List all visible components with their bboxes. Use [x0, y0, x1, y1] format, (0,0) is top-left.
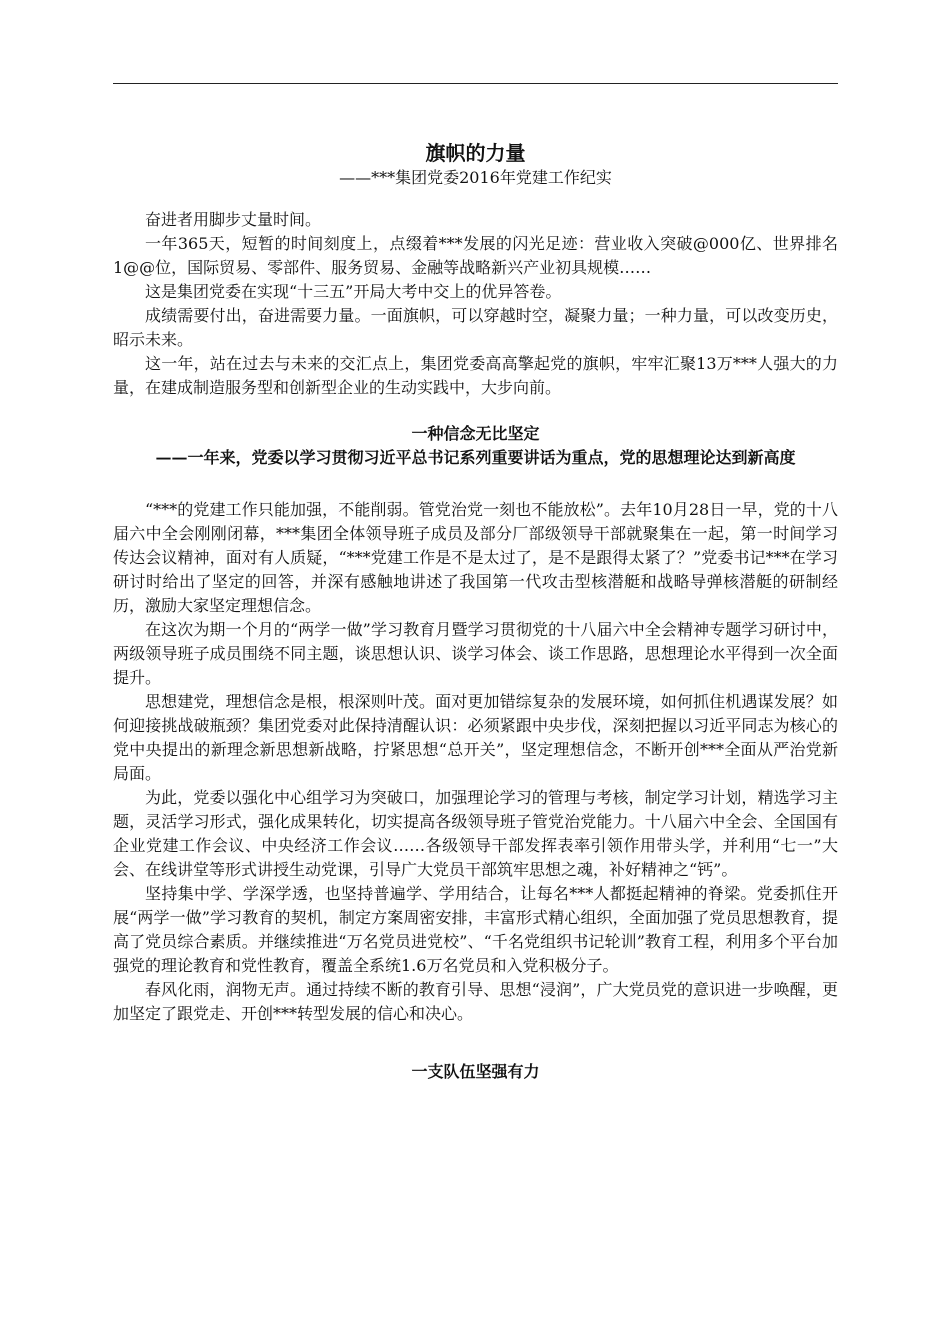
section-subheading: ——一年来，党委以学习贯彻习近平总书记系列重要讲话为重点，党的思想理论达到新高度 [155, 448, 796, 467]
section-paragraph: “***的党建工作只能加强，不能削弱。管党治党一刻也不能放松”。去年10月28日一早，党的十八届六中全会刚刚闭幕，***集团全体领导班子成员及部分厂部级领导干部就聚集在一起，第一时间学习传达会议精神，面对有人质疑，“***党建工作是不是太过了，是不是跟得太紧了？”党委书记***在学习研讨时给出了坚定的回答，并深有感触地讲述了我国第一代攻击型核潜艇和战略导弹核潜艇的研制经历，激励大家坚定理想信念。 [113, 500, 838, 615]
section-paragraph: 春风化雨，润物无声。通过持续不断的教育引导、思想“浸润”，广大党员党的意识进一步唤醒，更加坚定了跟党走、开创***转型发展的信心和决心。 [113, 980, 838, 1023]
document-subtitle: ——***集团党委2016年党建工作纪实 [339, 168, 612, 187]
section-paragraph: 坚持集中学、学深学透，也坚持普遍学、学用结合，让每名***人都挺起精神的脊梁。党委抓住开展“两学一做”学习教育的契机，制定方案周密安排，丰富形式精心组织，全面加强了党员思想教育，提高了党员综合素质。并继续推进“万名党员进党校”、“千名党组织书记轮训”教育工程，利用多个平台加强党的理论教育和党性教育，覆盖全系统1.6万名党员和入党积极分子。 [113, 884, 838, 975]
document-body [113, 140, 838, 1084]
intro-paragraph: 这是集团党委在实现“十三五”开局大考中交上的优异答卷。 [145, 282, 562, 301]
intro-paragraph: 成绩需要付出，奋进需要力量。一面旗帜，可以穿越时空，凝聚力量；一种力量，可以改变历史，昭示未来。 [113, 306, 838, 349]
intro-paragraph: 一年365天，短暂的时间刻度上，点缀着***发展的闪光足迹：营业收入突破@000亿、世界排名1@@位，国际贸易、零部件、服务贸易、金融等战略新兴产业初具规模…… [113, 234, 838, 277]
document-title: 旗帜的力量 [425, 141, 526, 165]
intro-paragraph: 奋进者用脚步丈量时间。 [145, 210, 322, 229]
section-paragraph: 为此，党委以强化中心组学习为突破口，加强理论学习的管理与考核，制定学习计划，精选学习主题，灵活学习形式，强化成果转化，切实提高各级领导班子管党治党能力。十八届六中全会、全国国有企业党建工作会议、中央经济工作会议……各级领导干部发挥表率引领作用带头学，并利用“七一”大会、在线讲堂等形式讲授生动党课，引导广大党员干部筑牢思想之魂，补好精神之“钙”。 [113, 788, 838, 879]
section-paragraph: 思想建党，理想信念是根，根深则叶茂。面对更加错综复杂的发展环境，如何抓住机遇谋发展？如何迎接挑战破瓶颈？集团党委对此保持清醒认识：必须紧跟中央步伐，深刻把握以习近平同志为核心的党中央提出的新理念新思想新战略，拧紧思想“总开关”，坚定理想信念，不断开创***全面从严治党新局面。 [113, 692, 838, 783]
section-heading: 一种信念无比坚定 [411, 424, 540, 443]
section-paragraph: 在这次为期一个月的“两学一做”学习教育月暨学习贯彻党的十八届六中全会精神专题学习研讨中，两级领导班子成员围绕不同主题，谈思想认识、谈学习体会、谈工作思路，思想理论水平得到一次全面提升。 [113, 620, 838, 687]
intro-paragraph: 这一年，站在过去与未来的交汇点上，集团党委高高擎起党的旗帜，牢牢汇聚13万***人强大的力量，在建成制造服务型和创新型企业的生动实践中，大步向前。 [113, 354, 838, 397]
header-rule [113, 83, 838, 84]
section-heading: 一支队伍坚强有力 [411, 1062, 540, 1081]
